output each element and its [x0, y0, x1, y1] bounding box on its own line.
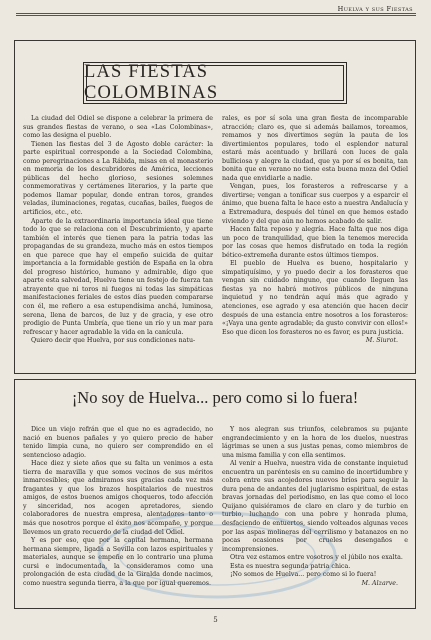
- paragraph: El pueblo de Huelva es bueno, hospitalario y simpatiquísimo, y yo puedo decir a los forasteros que vengan sin cuidado ninguno, que cuando lleguen las fiestas ya no habrá motivos públicos de ninguna inquietud y no tendrán aquí más que agrado y atenciones, ese agrado y esa atención que hacen decir después de una estancia entre nosotros a los forasteros: «¡Vaya una gente agradable; da gusto convivir con ellos!» Eso que dicen los forasteros no es favor, es pura justicia.: [222, 260, 408, 336]
- paragraph: Dice un viejo refrán que el que no es agradecido, no nació en buenos pañales y yo quiero precio de haber tenido limpia cuna, no quiero ser comprendido en el sentencioso adagio.: [23, 426, 213, 459]
- paragraph: Tienen las fiestas del 3 de Agosto doble carácter: la parte espiritual corresponde a la Sociedad Colombina, como peregrinaciones a La Rábida, misas en el monasterio en memoria de los descubridores de América, lecciones públicas del hecho glorioso, sesiones solemnes conmemorativas y certámenes literarios, y la parte que podemos llamar popular, donde entran toros, grandes veladas, iluminaciones, regatas, cucañas, bailes, fuegos de artificios, etc., etc.: [23, 140, 213, 217]
- page-number: 5: [213, 616, 218, 624]
- paragraph: ¡No somos de Huelva... pero como si lo fuera!: [230, 571, 377, 579]
- library-stamp-watermark: [92, 505, 342, 605]
- paragraph: Y nos alegran sus triunfos, celebramos su pujante engrandecimiento y en la hora de los duelos, nuestras lágrimas se unen a sus justas penas, como miembros de una misma familia y con ella sentimos.: [222, 426, 408, 459]
- article-title-box: [83, 62, 347, 104]
- article-title: LAS FIESTAS COLOMBINAS: [84, 62, 219, 103]
- article-title: ¡No soy de Huelva... pero como si lo fuera!: [71, 388, 359, 407]
- paragraph: Otra vez estamos entre vosotros y el júbilo nos exalta.: [230, 554, 403, 562]
- author-signature: M. Siurot.: [365, 337, 398, 345]
- paragraph: Hacen falta reposo y alegría. Hace falta que nos diga un poco de tranquilidad, que bien la tenemos merecida por las cosas que hemos disfrutado en toda la región bético-extremeña durante estos últimos tiempos.: [222, 226, 408, 259]
- paragraph: La ciudad del Odiel se dispone a celebrar la primera de sus grandes fiestas de verano, o sea «Las Colombinas», como las designa el pueblo.: [23, 115, 213, 140]
- running-head: Huelva y sus Fiestas: [334, 5, 413, 13]
- author-signature: M. Alzarve.: [361, 579, 398, 587]
- paragraph: Aparte de la extraordinaria importancia ideal que tiene todo lo que se relaciona con el Descubrimiento, y aparte también el interés que tienen para la patria todas las propagandas de su grandeza, mucho más en estos tiempos en que parece que hay el empeño suicida de quitar importancia a la formidable gestión de España en la obra del progreso histórico, humano y admirable, digo que aparte esta salvedad, Huelva tiene un festejo de fuerza tan atrayente que ni toros ni fuegos ni todas las simpáticas manifestaciones feriales de estos días pueden compararse con él, me refiero a esa estupendísima anchá, luminosa, serena, llena de barcos, de luz y de gracia, y ese otro prodigio de Punta Umbría, que tiene un río y un mar para refrescar y hacer agradable la vida en la canícula.: [23, 217, 213, 336]
- article-column-right: [222, 115, 408, 346]
- paragraph: Hace diez y siete años que su falta un venimos a esta tierra de maravilla y que somos vecinos de sus méritos inmarcesibles; que admiramos sus gracias cada vez más fragantes y que los brazos hospitalarios de nuestros amigos, de estos buenos amigos choqueros, todo afección y sinceridad, nos acogen apretadores, siendo colaboradores de nuestra empresa, alentadores tanto o más que nosotros porque el éxito nos acompañe, y porque llevemos un grato recuerdo de la ciudad del Odiel.: [23, 460, 213, 536]
- paragraph: Y es por eso, que por la capital hermana, hermana hermana siempre, ligada a Sevilla con lazos espirituales y materiales, aunque se empeñe en lo contrario una pluma cursi e indocumentada, la consideramos como una prolongación de esta ciudad de la Giralda donde nacimos, como nuestra segunda tierra, a la que por igual queremos.: [23, 537, 213, 587]
- header-rule: [16, 13, 416, 21]
- paragraph: Vengan, pues, los forasteros a refrescarse y a divertirse; vengan a tonificar sus cuerpos y a esparcir el ánimo, que buena falta le hace esto a nuestra Andalucía y a Extremadura, después del túnel en que hemos estado viviendo y del que aún no hemos acabado de salir.: [222, 183, 408, 225]
- paragraph: Quiero decir que Huelva, por sus condiciones natu-: [31, 337, 196, 345]
- paragraph: Al venir a Huelva, nuestra vida de constante inquietud encuentra un paréntesis en su camino de incertidumbre y cobra entre sus acojedores nuevos bríos para seguir la dura pena de andantes del juglarismo espiritual, de estas bravas jornadas del periodismo, en las que como el loco Quijano quisiéramos de claro en claro y de turbio en turbio, luchando con una pobre y honrada pluma, desfaciendo de entuertos, siendo volteados algunas veces por las aspas molineras del cerrilismo y batanazos en no pocas ocasiones por crueles desengaños e incomprensiones.: [222, 460, 408, 553]
- article-column-left: [23, 115, 213, 346]
- paragraph: rales, es por sí sola una gran fiesta de incomparable atracción; claro es, que si además bailamos, toreamos, remamos y nos divertimos según la pauta de los divertimientos populares, todo el esplendor natural estará más acentuado y brillará con luces de gala bulliciosa y alegre la ciudad, que ya por sí es bonita, tan bonita que en verano no tiene esta buena moza del Odiel nada que envidiarle a nadie.: [222, 115, 408, 182]
- paragraph: Esta es nuestra segunda patria chica.: [230, 562, 351, 570]
